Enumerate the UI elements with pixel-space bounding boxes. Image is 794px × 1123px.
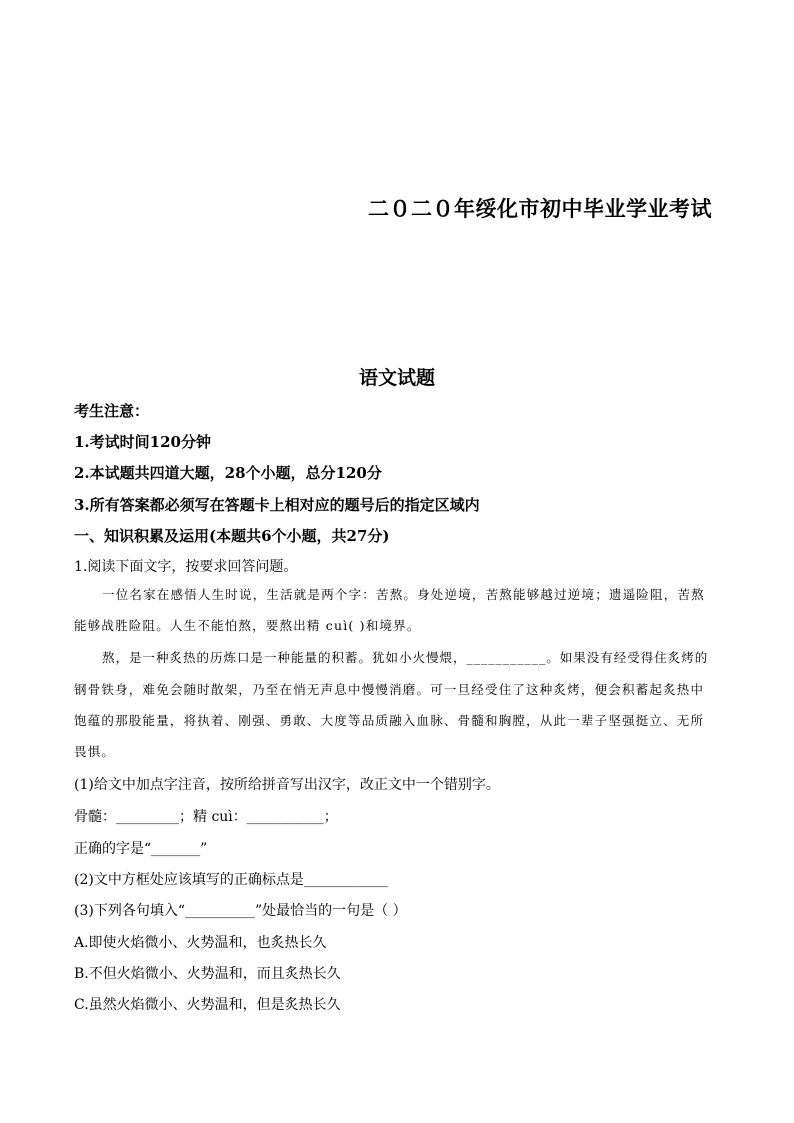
exam-title: 二０二０年绥化市初中毕业学业考试	[368, 196, 712, 221]
option-c: C.虽然火焰微小、火势温和，但是炙热长久	[74, 997, 341, 1013]
passage-line: 一位名家在感悟人生时说，生活就是两个字：苦熬。身处逆境，苦熬能够越过逆境；遗遥险阻，苦熬	[102, 587, 705, 602]
passage-line: 能够战胜险阻。人生不能怕熬，要熬出精 cuì( )和境界。	[74, 618, 421, 633]
sub-question-1-correct: 正确的字是“_______”	[74, 841, 208, 857]
sub-question-1: (1)给文中加点字注音，按所给拼音写出汉字，改正文中一个错别字。	[74, 777, 500, 793]
notice-heading: 考生注意：	[74, 402, 150, 420]
passage-line: 饱蕴的那股能量，将执着、刚强、勇敢、大度等品质融入血脉、骨髓和胸膛，从此一辈子坚强挺立、无所	[74, 713, 705, 728]
option-a: A.即使火焰微小、火势温和，也炙热长久	[74, 935, 327, 951]
section-1-heading: 一、知识积累及运用(本题共6个小题，共27分)	[74, 527, 390, 545]
passage-line: 畏惧。	[74, 744, 116, 759]
sub-question-1-answer: 骨髓：_________；精 cuì：___________；	[74, 809, 338, 825]
passage-line: 钢骨铁身，难免会随时散架，乃至在悄无声息中慢慢消磨。可一旦经受住了这种炙烤，便会积蓄起炙热中	[74, 682, 705, 697]
option-b: B.不但火焰微小、火势温和，而且炙热长久	[74, 966, 341, 982]
sub-question-3: (3)下列各句填入“__________”处最恰当的一句是（ ）	[74, 903, 407, 919]
notice-item-1: 1.考试时间120分钟	[74, 433, 211, 451]
question-1-intro: 1.阅读下面文字，按要求回答问题。	[74, 559, 298, 575]
notice-item-3: 3.所有答案都必须写在答题卡上相对应的题号后的指定区域内	[74, 496, 480, 514]
notice-item-2: 2.本试题共四道大题，28个小题，总分120分	[74, 464, 382, 482]
sub-question-2: (2)文中方框处应该填写的正确标点是____________	[74, 872, 388, 888]
passage-line: 熬，是一种炙热的历炼口是一种能量的积蓄。犹如小火慢煨，___________。如果没有经受得住炙烤的	[102, 650, 709, 665]
subject-title: 语文试题	[358, 367, 435, 389]
